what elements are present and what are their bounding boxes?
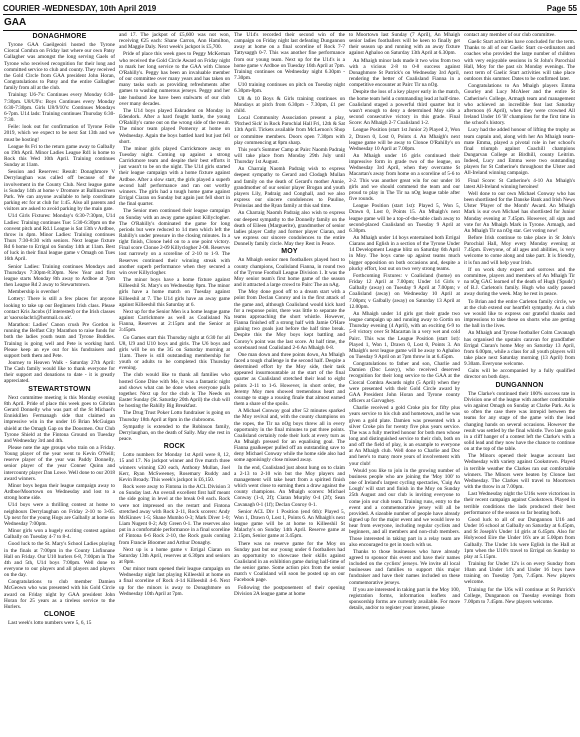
article-paragraph: League Position (start 1st Junior 2) Played 2, Won 2, Drawn 0, Lost 0, Points 4. An Mhaigh's next league game will be away to Clonoe O'Rahilly's on Wednesday 10 April at 7.00pm. <box>349 127 460 152</box>
article-paragraph: If you are interested in taking part in the Moy 100, registration forms, information leaflets and sponsorship forms are currently available. For more details, and/or to register your interest, please <box>349 586 460 612</box>
article-paragraph: Good luck to the St. Mary's School Ladies playing in the finals at 7:00pm in the County Lisfinnane Hall on Friday. Our U10 hurlers 6-8, 7:00pm in The 4th and 5th, U14 boys 7:00pm. Well done to everyone to our players and all players and players on the day. <box>4 541 115 579</box>
article-paragraph: Senior ACL Div 1 Position (end 6th): Played 5, Won 1, Drawn 0, Lost 1, Points 6. An Mhaigh's next league game will be at home to Killeeshil St Malachy's on Sunday 14th April. Reserve game at 2.15pm, Senior game at 3.45pm. <box>234 508 345 540</box>
article-paragraph: Training: U6-7's: Continues every Monday 6:30-7:30pm. U8/U9's: Boys Continues every Monday 6:30-7:30pm. Girls U8/9/10's: Continues Mondays 6-7pm. U14 lads: Training continues Thursday 6:30-7:30. <box>4 92 115 124</box>
article-paragraph: Despite the loss of a key player early in the match, the home team held a commanding lead at half-time. Coalisland staged a powerful third quarter but it wasn't enough to deny a determined Moy side a second consecutive victory in this grade. Final Score: An Mhaigh 2-7 Coalisland 1-2. <box>349 89 460 127</box>
article-paragraph: Our minor team opened their league campaign on Wednesday night last playing Killeeshil at home on a final scoreline of Rock 4-14 Killeeshil 4-6. Next up for the minors is away to Donaghmore on Wednesday 10th April at 7pm. <box>119 566 230 597</box>
article-paragraph: An Mhaigh under 14 girls got their grade two league campaign up and running away to Gortin on Thursday evening (4 April), with an exciting 6-9 to 5-8 victory over St Macartan in a very wet and cold Pairc. This was the League Position (start 1st): Played 1, Won 1, Drawn 0, Lost 0, Points 3. An Mhaigh's next league game will be away to Aghaloo on Tuesday 9 April on at 7pm throw in at 6.45pm. <box>349 310 460 360</box>
article-paragraph: There was no reserve game for the Moy on Sunday past but our young under 6 footballers had an opportunity to showcase their skills against Coalisland in an exhibition game during half-time of the senior game. Some action pics from the senior match v Coalisland will soon be posted up on our Facebook page. <box>234 540 345 584</box>
article-paragraph: Well done to our own Michael Conway who has been shortlisted for the Danske Bank and Irish News Ulster 'Player of the Month' Award. An Mhaigh Mark is our own Michael has shortlisted for Junior Monday evening at 7.45pm. However, all sign and vote for An Mhaigh Mark in Tyrone. Armagh, and An Mhaigh Tir na nOg star. Get voting now! <box>464 190 575 234</box>
article-paragraph: to Moortown last Sunday (7 April), An Mhaigh senior ladies footballers will be keen to finally get their season up and running with an away fixture against Aghaloo on Saturday 13th April at 6.30pm. <box>349 32 460 57</box>
article-paragraph: Lottery: There is still a few places for anyone looking to take up our Beginners Irish class. Please contact Kris Jacobs (if interested) or the Irish classes at 'saorsolacht1@hotmail.co.uk'. <box>4 296 115 321</box>
article-paragraph: The Drug Trust Poker Lotto fundraiser is going on Thursday 18th April at 8pm in the clubrooms. <box>119 410 230 423</box>
club-heading: ROCK <box>163 443 186 451</box>
article-paragraph: In the end, Coalisland just about hung on to claim a 2-13 to 2-10 win but the Moy players and management will take heart from a spirited finish which went close to earning them a draw against the county champions. An Mhaigh scorers: Michael Conway (1-4, 2f); Ciaran Murphy 0-4 (2f); Sean Cavanagh 0-1 (1f); Declan Conroy 0-1. <box>234 464 345 508</box>
article-paragraph: Journey to Heaven Walk - Saturday 27th April: The Cash family would like to thank everyone for their support and donations to date - it is greatly appreciated. <box>4 359 115 385</box>
article-paragraph: Gaits will be accompanied by a fully qualified director on both days. <box>464 368 575 381</box>
column-1 <box>4 32 115 734</box>
article-paragraph: This year's Summer Camp at Pairc Naomh Padraig will take place from Monday 29th July until Thursday 1st August. <box>234 146 345 166</box>
article-paragraph: The minor boys have a home fixture against Killeeshil St. Mary's on Wednesday 8pm. The minor girls have a home match on Tuesday against Killeeshil at 7. The U14 girls have an away game against Killeeshil this Saturday at 6. <box>119 277 230 308</box>
article-paragraph: Please note the age groups who train on a Friday. Young player of the year went to Kevin O'Neill; reserve player of the year was Paddy Donnelly, senior player of the year Conner Quinn and intercounty player Dan Lowe. Well done to our 2018 award winners. <box>4 445 115 482</box>
article-paragraph: Lucy had the added honour of lifting the trophy as team captain and, along with her An Mhaigh team-mate Emma, played a pivotal role in her school's final triumph against Coachill champions Dungarvan College at Birdhill, county Leitrim. Indeed, Lucy and Emma were two outstanding players for St Catherine's throughout the Ulster and All-Ireland winning campaign. <box>464 127 575 177</box>
article-paragraph: An Mhaigh under 16 girls continued their impressive form in grade two of the league, on Wednesday 3rd April, when they overcame St Macartan's away from home on a scoreline of 5-6 to 2-2. This was another great win for our under 16 girls and we should commend the team and our proud to play in The Tir na nOg league table after five rounds. <box>349 152 460 203</box>
article-paragraph: and 17. The jackpot of £5,600 was not won, receiving €25 each: Shane Carron, Ann Hamilton, and Maggie Daly. Next week's jackpot is £5,700. <box>119 32 230 51</box>
article-paragraph: Training for Under 12's is on every Sunday from 10am and Under 14's and Under 16 boys have training on Tuesday 7pm, 7.45pm. New players welcome. <box>464 560 575 586</box>
article-paragraph: Rock were away to Fintona in the ACL Division 3 on Sunday last. An overall excellent first half meant the side going in level at the break 0-8 each. Rock were not impressed on the restart and Fintona stretched away with Rock 2-11, Rock scorers: Andy McKinnev 1-5; Shane Mumbo 0-3; Mark Diver 1-0; Liam Nugent 0-2; Ady Green 0-1. The reserves also put in a comfortable performance in a final scoreline of Fintona 6-6 Rock 2-10, the Rock goals coming from Francie Bloomer and Arthur Donaghy. <box>119 484 230 546</box>
article-paragraph: Final Score: St Catherine's 4-10 An Mhaigh's latest All-Ireland winning heroines! <box>464 177 575 190</box>
article-paragraph: League 8s Fri to the return game away to Galbally on 19th April. Minor Ladies League Rd1 is home to Rock this Wed 10th April. Training continues Sunday at 11am. <box>4 143 115 169</box>
section-title: GAA <box>4 17 27 28</box>
article-paragraph: The U14 boys played Eskradent on Monday in Edendork. After a hard fought battle, the young O'Rahilly's came out on the wrong side of the result. The minor team played Pomeroy at home on Wednesday. Again the boys battled hard but just fell short. <box>119 107 230 145</box>
club-heading: DUNGANNON <box>495 381 544 389</box>
article-paragraph: Lotto numbers for Monday 1st April were 8, 12, 15 and 17. No jackpot winner and five match three winners winning £20 each, Anthony Mullan, Joel Kerr, Ryan McSweeney, Rosemary Ruddy and Kevin Broady. This week's jackpot is £6,150. <box>119 452 230 483</box>
club-heading: DONAGHMORE <box>32 33 87 40</box>
article-paragraph: League Position (start 1st): Played 5, Won 5, Drawn 0, Lost 0, Points 15. An Mhaigh's next league game will be a top-of-the-table clash away to second-placed Coalisland on Tuesday 9 April at 6.30pm. <box>349 203 460 234</box>
article-paragraph: Tyrone GAA Gaeilgeoiri hosted the Tyrone Ciorcal Comhra on Friday last where our own Patsy Gallagher was amongst the long serving Gaels of Tyrone who received recognition for their long and committed service to club and county. They received the Gold Circle from GAA president John Horan, Congratulations to Patsy and the entire Gallagher family from all at the club. <box>4 42 115 92</box>
article-paragraph: An Mhaigh under 14 boys entertained both Errigal Ciarans and Eglish in a section of the Tyrone Under 14 Development League blitz on Saturday 6th April in Moy. The boys came up against teams much bigger opposition on both occasions and, despite a plucky effort, lost out on two very strong teams. <box>349 235 460 272</box>
article-paragraph: Next committee meeting is this Monday evening 8th April. Pride of place this week goes to Gibrian Gerard Donnelly who was part of the St Michael's Enniskillen Fermanagh side that claimed an impressive win in the under 16 Brian McGuigan shield at the Omagh Gap on the Doosmen. Our Club Tyrone Shield at the Fintona Ground on Tuesday and Wednesday 3rd and 4th. <box>4 394 115 444</box>
article-paragraph: U10 training continues on pitch on Tuesday night 6.30pm-8pm. <box>234 82 345 95</box>
article-paragraph: Training for the U6s will continue at St Patrick's College, Dungannon on Tuesday evenings from 7.00pm to 7.45pm. New players welcome. <box>464 586 575 605</box>
article-paragraph: The Minors opened their league account last Wednesday with variety against Cookstown. Played in terrible weather the Clarkes ran out comfortable winners. The Minors were beaten by Clonoe last Wednesday. The Clarkes will travel to Moortown with the throw in at 7.00pm. <box>464 453 575 491</box>
article-paragraph: U8 & 10 Boys & Girls training continues on Mondays at pitch from 6.30pm - 7.30pm, £1 per child. <box>234 95 345 114</box>
column-4 <box>349 32 460 734</box>
article-paragraph: Senior Ladies: Training continues Mondays and Thursdays 7:30pm-8:30pm. New Year and first league starts Monday 8th away to Ardboe at 7pm then League Rd 2 away to Stewartstown. <box>4 263 115 289</box>
article-paragraph: The minor girls played Carrickmore away on Tuesday night. Coming up against a strong Carrickmore team and despite their best efforts it just wasn't to be on the night. The U14 girls started their league campaign with a home fixture against Ardboe. After a slow start, the girls played a superb second half performance and ran out worthy winners. The girls had a tough home game against Errigal Ciaran on Sunday but again just fell short in the final quarter. <box>119 145 230 208</box>
article-paragraph: One man down and three points down, An Mhaigh faced a tough challenge in the second half. Despite a determined effort by the Moy side, their task appeared insurmountable at the start of the final quarter as Coalisland stretched their lead to eight points 2-11 to 1-6. However, in short order, the Jeremy Moy men showed tremendous heart and courage to stage a rousing finale that almost earned them a share of the spoils. <box>234 351 345 408</box>
article-paragraph: Thanks to those businesses who have already agreed to sponsor this event and have their names included on the cyclists' jerseys. We invite all local businesses and families to support this major fundraiser and have their names included on these commemorative jerseys. <box>349 548 460 586</box>
article-paragraph: Next up for the Senior Men is a home league game against Carrickmore as well as Coalisland Na Fianna, Reserves at 2:15pm and the Senior at 3:45pm. <box>119 308 230 334</box>
publication-date: COURIER -WEDNESDAY, 10th April 2019 <box>3 3 157 13</box>
article-paragraph: Minor boys began their league campaign away to Ardboe/Moortown on Wednesday and lost to a strong home side. <box>4 482 115 502</box>
article-paragraph: Local Community Association present a play, 'Pitched Sick' in Rock Parochial Hall Fri, 12th & Sat 13th April. Tickets available from McLernon's Shop or committee members. Doors open 7.30pm with play commencing at 8pm sharp. <box>234 115 345 146</box>
article-paragraph: An Mhaigh minor lads made it two wins from two with a vicious 2-8 to 0-8 success against Donaghmore St Patrick's on Wednesday 3rd April, rendering the better of Coalisland Fianna in a competitive encounter at Pairc Tir na nOg. <box>349 57 460 89</box>
article-paragraph: The U14's recorded their second win of the campaign on Friday night last defeating Dungannon away at home on a final scoreline of Rock 7-7 Tattysaggh 0-7. This was another fine performance from our young team. Next up for the U14's is a home game v Ardboe on Tuesday 16th April at 7pm. Training continues on Wednesday night 6.30pm - 7.30pm. <box>234 32 345 82</box>
article-paragraph: Marathon: Ladies' Canon crush Pre Gordon is running the Belfast City Marathon to raise funds for both the ladies youth team and Tyrone Buddies. Training is going well and Pete is working hard. Please keep an eye out for his fundraisers and support both them and Pete. <box>4 322 115 359</box>
article-paragraph: A Michael Conway goal after 52 minutes sparked the Moy revival and, with the county champions on the ropes, the Tir na nOg boys threw all in every opportunity in the final minutes to put three points. Coalisland certainly rode their luck at every turn as An Mhaigh pressed for an equalising goal. The Fianna goalkeeper pulled off an outstanding save to deny Michael Conway while the home side also had some agonisingly close missed away. <box>234 408 345 464</box>
page-header <box>3 2 577 14</box>
club-heading: MOY <box>281 248 298 256</box>
article-paragraph: Charlie received a gold Croke pin for fifty plus years service to his club and hometown, and he was given a gold plate. Damien was presented with a silver Croke pin for twenty five plus years service. The was a fully merited honour for both men whose long and distinguished service to their club, both on and off the field of play, is an example to everyone at An Mhaigh club. Well done to Charlie and Doc and here's to many more years of involvement with your club! <box>349 405 460 467</box>
article-paragraph: Go Games start this Thursday night at 6:30 for all U8, U9 and U10 boys and girls. The U6 boys and girls will be on the 3G on Saturday morning at 11am. There is still outstanding membership for youth or adults to be completed this Thursday evening. <box>119 334 230 372</box>
article-paragraph: An Charraig Naomh Padraig also wish to express our deepest sympathy to the Donnelly family on the death of Eileen (Marguerite), grandmother of senior ladies player Cathy and former player Ciaran, and we express our sincere condolences to the entire Donnelly family circle. May they Rest in Peace. <box>234 210 345 248</box>
article-columns <box>4 32 576 734</box>
article-paragraph: Pride of place this week goes to Peggy McKernan who received the Gold Circle Award on Friday night to mark her long service to the GAA with Clonoe O'Rahilly's. Peggy has been an invaluable member of our committee over many years and has taken on many tasks such as providing refreshments after games to washing numerous jerseys. Peggy and her late husband Joe have been stalwarts of our club over many decades. <box>119 51 230 107</box>
article-paragraph: Gaelic Start activities have concluded for the term. Thanks to all of our Gaelic Start co-ordinators and coaches who provided the large number of children with very enjoyable sessions in St John's Parochial Hall, Moy for the past six Monday evenings. The next term of Gaelic Start activities will take place outdoors this summer. Dates to be confirmed later. <box>464 39 575 83</box>
article-paragraph: U14 Girls Fixtures: Monday's 6:30-7:30pm, U14 Ladies: Training continues Tue: 5:30-6:30pm on the convent pitch and Rd.1 League is Sat 13th v Ardboe, throw in 4pm. Minor Ladies: Training continues Thurs 7:30-8:30 with seniors. Next league fixture Rd 6 home to Errigal on Sunday 14th at 11am. Best of luck in their final league game v Omagh on Tues 16th April. <box>4 213 115 263</box>
article-paragraph: Would you like to join in the growing number of business people who are joining the 'Moy 100' to one of Ireland's largest cycling spectacles, 'Cuig An Lough' will start and finish in the Moy on Sunday 25th August and our club is inviting everyone to come join our club team. Training runs, entry to the event and a commemorative jersey will all be provided. A sizeable number of people have already signed up for the major event and we would love to hear from everyone, including regular cyclists and beginners, and all members and non-club members. Those interested in taking part in a relay team are also encouraged to get in touch with us. <box>349 467 460 548</box>
club-heading: STEWARTSTOWN <box>28 385 91 393</box>
article-paragraph: An Charraig Naomh Padraig wish to express deepest sympathy to Gerard and Clodagh Mullan and family on the death of Gerard's mother Annie, grandmother of our senior player Brogan and youth players Lily, Padraig and Conghall, and we also express our sincere condolences to Pauline, Proinsias and the Ryan family at this sad time. <box>234 166 345 210</box>
article-paragraph: An Mhaigh and Tyrone footballer Colm Cavanagh has organised the upstairs caravan for grandfather Errigal Ciaran's home Moy on Saturday 13 April, from 6.00pm, while a class for all youth players will take place next Saturday morning (13 April) from 9.30am. Everyone welcome. <box>464 330 575 368</box>
article-paragraph: Congratulations to father and son, Charlie and Damien (Doc Leavy), who received deserved recognition for their long service to the GAA at the Ciorcal Comhra Awards night (5 April) when they were presented with their Gold Circle award by GAA President John Horan and Tyrone county officers at Garvaghey. <box>349 361 460 405</box>
article-paragraph: The Senior men continued their league campaign on Sunday with an away game against Killyclogher. The O'Rahilly's dominated the game for long periods but were reduced to 14 men which left the Rahilly's under pressure in the closing minutes. In a tight finish, Clonoe held on to a one point victory. Final score Clonoe 2-09 Killyclogher 2-08. Reserves lost narrowly on a scoreline of 2-10 to 1-9. The Reserves continued their winning streak with another superb performance when they secured a win over Killyclogher. <box>119 208 230 276</box>
article-paragraph: contact any member of our club committee. <box>464 32 556 38</box>
section-rule <box>3 30 577 31</box>
club-heading: CLONOE <box>43 611 76 619</box>
article-paragraph: Minor girls won a hugely exciting contest against Galbally on Tuesday 4-7 to 8-4. <box>4 528 115 541</box>
article-paragraph: Last Wednesday night the U16s were victorious in their recent campaign against Cookstown. Played in terrible conditions the lads produced their best performance of the season so far beating both. <box>464 491 575 516</box>
article-paragraph: The Clarke's continued their 100% success rate in Division one of the league with another comfortable win against Omagh on Sunday at Clarke Park. As is so often the case there was intrepid between the teams for any stage of the game with the lead changing hands on several occasions. However the result was settled by the final whistle. Two late goals in a cliff hanger of a contest left the Clarke's with a solid lead and they now have the chance to continue on at the top of the table. <box>464 390 575 453</box>
article-paragraph: The Moy done good off to a dream start with a point from Declan Conroy and in the first attack of the game and, although Coalisland would kick hard for a response point, there was little to separate the teams approaching the short whistle. However, Fianna finished off a strong half with Jamie O'Hare gaining two goals just before the half time break. Despite this the Moy boys kept battling and Conroy's point was the last score. At half time, the scoreboard read Coalisland 2-6 An Mhaigh 0-8. <box>234 289 345 351</box>
article-paragraph: Session and Reserves: Result: Donaghmore V Derrylaughan was called off because of the involvement in the County Club. Next league game is Sunday 14th at home v Dromore at Ballinascreen Park. We can anyone available to help coordinate parking etc for at club for 1:45. Also all parents and visitors are asked to avoid parking by the main gate. <box>4 169 115 213</box>
article-paragraph: To Brian and the entire Carleton family circle, we at the club extend our heartfelt sympathy. As a club we would like to express our grateful thanks and impressions to take these on shorts who are getting the ball in the lives. <box>464 298 575 330</box>
header-rule <box>3 14 577 15</box>
column-3 <box>234 32 345 734</box>
article-paragraph: Next up is a home game v Errigal Ciaran on Saturday 13th April, reserves at 6.30pm and seniors at 8pm. <box>119 546 230 565</box>
article-paragraph: Congratulations to club member Damien McGeown who was presented with his Gold Circle award on Friday night by GAA president John Horan for 25 years as a tireless service to the Hurlers. <box>4 579 115 610</box>
article-paragraph: Congratulations to An Mhaigh players Emma Gourley and Lucy McAleer and the entire St Catherine's College, Armagh team and management who achieved an incredible feat last Saturday afternoon (6 April), when they were crowned All Ireland Under 16 'B' champions for the first time in the school's history. <box>464 83 575 127</box>
article-paragraph: An Mhaigh senior men footballers played host to county champions, Coalisland Fianna, in round two of the Tyrone Football League Division 1. It was the Moy senior team's first home game of the season and it attracted a large crowd to Pairc The an nAg. <box>234 257 345 289</box>
column-5 <box>464 32 575 734</box>
article-paragraph: If on work duty expect and sorrows and the committee, players and members of An Mhaigh Tir na nOg GAC learned of the death of Hugh ('Spuds') of B.J. Carleton's family. Hugh who sadly passed away during the week. May he rest in peace. <box>464 266 575 298</box>
article-paragraph: The club would like to thank all families who hosted Gone Dine with Me, it was a fantastic night and shows what can be done when everyone pulls together. Next up for the club is The Needs on Easter Sunday (St. Saturday 20th April) the club will be hosting the Rahilly Big Breakfast. <box>119 372 230 410</box>
article-paragraph: Following the postponement of their opening Division 2A league game at home <box>234 584 345 597</box>
page-number: Page 55 <box>546 3 577 13</box>
column-2 <box>119 32 230 734</box>
article-paragraph: Membership is overdue! <box>8 289 60 296</box>
article-paragraph: Sympathy is extended to the Robinson family, Derrylaughan, on the death of Sally. May she rest in peace. <box>119 423 230 442</box>
article-paragraph: Forthcoming Fixtures: v Coalisland (home) on Friday 12 April at 7.00pm; Under 14 Girls v Galbally (away) on Tuesday 9 April at 7.00pm; v Coalisland (away) on Wednesday 10 April at 7.00pm; v Galbally (away) on Saturday 13 April at 12.00pm. <box>349 272 460 310</box>
article-paragraph: Before Irish continue to take place in St John's Parochial Hall, Moy every Monday evening at 7.45pm. Everyone, of all ages and abilities, is very welcome to come along and take part. It is friendly, it is fun and will help your Irish. <box>464 235 575 266</box>
article-paragraph: Feile: look out for confirmation of Tyrone Feile 2019, which we expect to be next Sat 13th and we must be hosting! <box>4 124 115 143</box>
article-paragraph: U14 boys were a thrilling contest at home to neighbours Derrylaughan on Friday 2-10 to 3-05. Up next for the young Hogs are Galbally at home on Wednesday 7:00pm. <box>4 502 115 527</box>
article-paragraph: Good luck to all of our Dungannon U16 and Under 16 school at Galbally on Saturday at 6.45pm, and St Joseph's Under 14 girls at 6.45pm. Also for Holywood Eire the Under 16's are at 5.00pm from Galbally. The Under 14s were Eglish in the Hall at 1pm when the U10's travel to Errigal on Sunday to play at 5.15pm. <box>464 516 575 560</box>
article-paragraph: Last week's lotto numbers were 5, 6, 15 <box>8 620 92 627</box>
